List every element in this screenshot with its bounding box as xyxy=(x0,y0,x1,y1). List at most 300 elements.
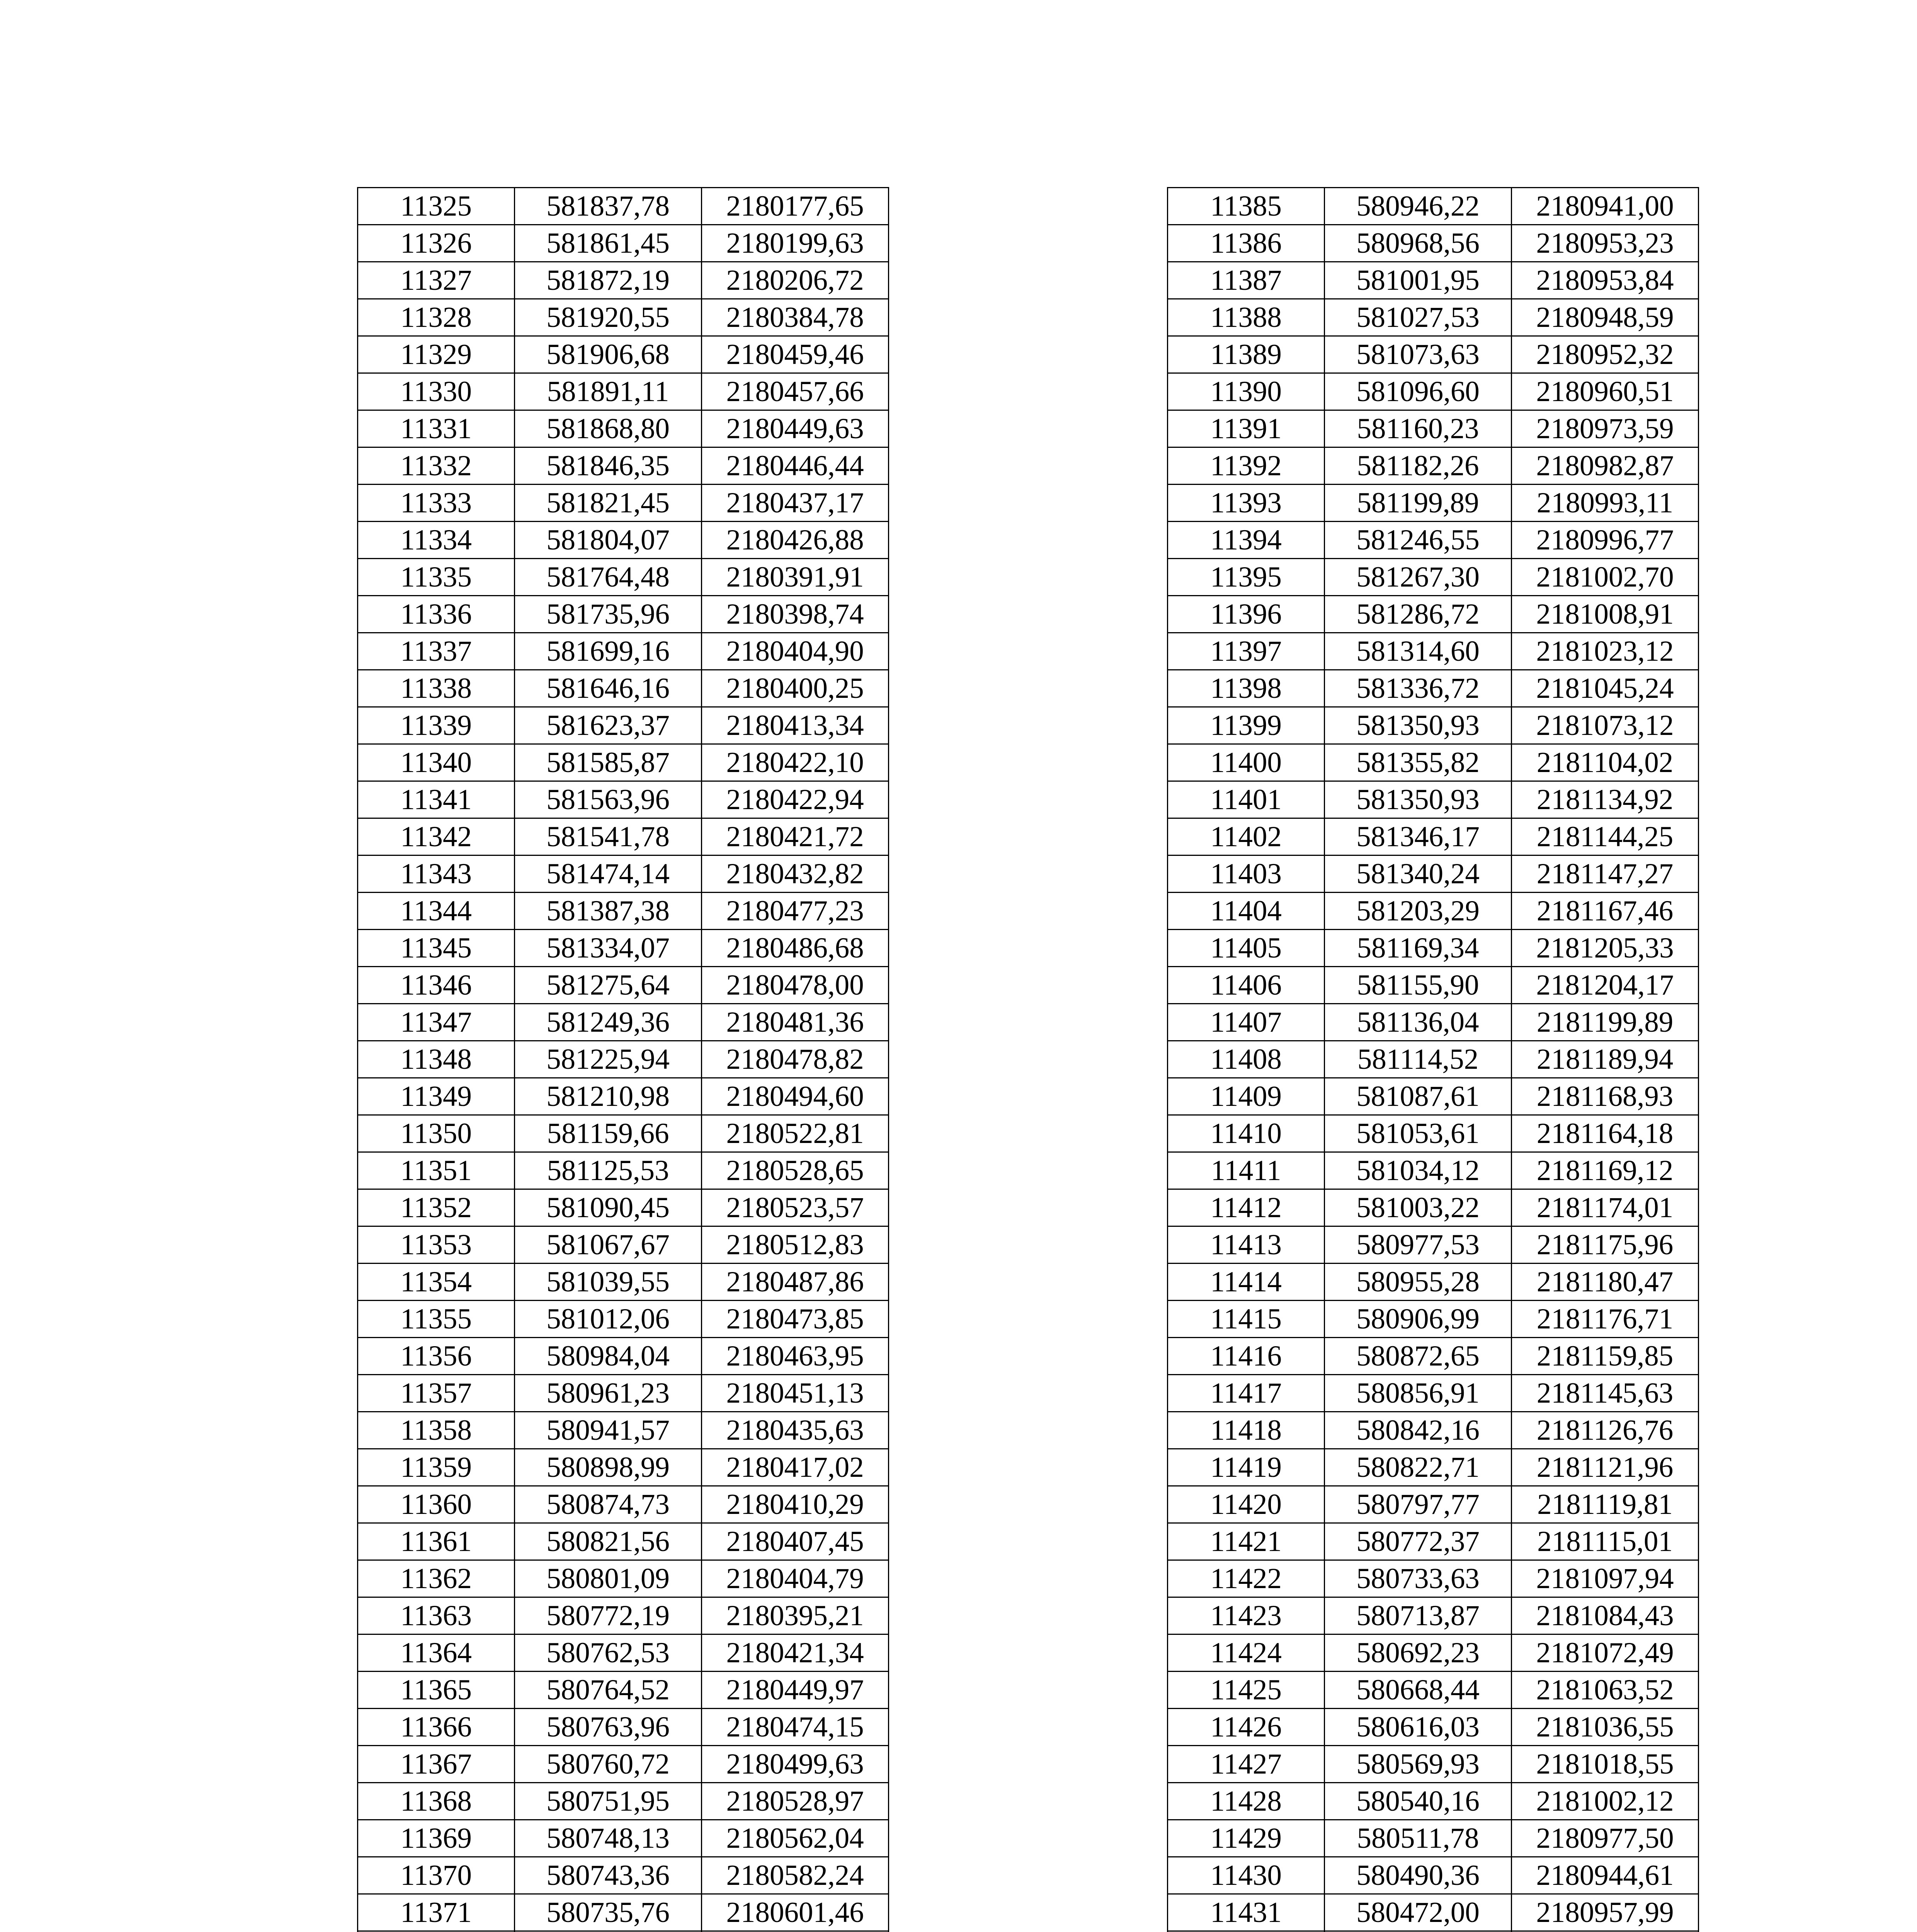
table-row xyxy=(358,1486,889,1523)
y-coordinate-cell: 2180960,51 xyxy=(1512,373,1699,410)
point-number-cell: 11335 xyxy=(358,559,515,596)
table-row xyxy=(358,1226,889,1264)
y-coordinate-cell: 2181104,02 xyxy=(1512,744,1699,781)
table-row xyxy=(1168,1152,1699,1189)
y-coordinate-cell: 2180494,60 xyxy=(702,1078,889,1115)
x-coordinate-cell: 580906,99 xyxy=(1325,1301,1512,1338)
y-coordinate-cell: 2181174,01 xyxy=(1512,1189,1699,1226)
point-number-cell: 11412 xyxy=(1168,1189,1325,1226)
table-row xyxy=(1168,855,1699,893)
y-coordinate-cell: 2180199,63 xyxy=(702,225,889,262)
table-row xyxy=(1168,893,1699,930)
point-number-cell: 11329 xyxy=(358,336,515,373)
y-coordinate-cell: 2181167,46 xyxy=(1512,893,1699,930)
table-row xyxy=(358,855,889,893)
x-coordinate-cell: 580540,16 xyxy=(1325,1783,1512,1820)
y-coordinate-cell: 2180421,34 xyxy=(702,1634,889,1672)
table-body xyxy=(358,188,889,1932)
y-coordinate-cell: 2181126,76 xyxy=(1512,1412,1699,1449)
table-row xyxy=(1168,522,1699,559)
table-row xyxy=(358,893,889,930)
point-number-cell: 11393 xyxy=(1168,485,1325,522)
point-number-cell: 11358 xyxy=(358,1412,515,1449)
y-coordinate-cell: 2180478,00 xyxy=(702,967,889,1004)
y-coordinate-cell: 2180481,36 xyxy=(702,1004,889,1041)
table-row xyxy=(1168,1449,1699,1486)
y-coordinate-cell: 2181121,96 xyxy=(1512,1449,1699,1486)
x-coordinate-cell: 580569,93 xyxy=(1325,1746,1512,1783)
point-number-cell: 11406 xyxy=(1168,967,1325,1004)
x-coordinate-cell: 581225,94 xyxy=(515,1041,702,1078)
table-row xyxy=(1168,1523,1699,1560)
y-coordinate-cell: 2181169,12 xyxy=(1512,1152,1699,1189)
y-coordinate-cell: 2180449,97 xyxy=(702,1672,889,1709)
y-coordinate-cell: 2180432,82 xyxy=(702,855,889,893)
point-number-cell: 11364 xyxy=(358,1634,515,1672)
x-coordinate-cell: 581355,82 xyxy=(1325,744,1512,781)
table-row xyxy=(358,262,889,299)
y-coordinate-cell: 2180996,77 xyxy=(1512,522,1699,559)
table-row xyxy=(358,781,889,818)
x-coordinate-cell: 580713,87 xyxy=(1325,1597,1512,1634)
y-coordinate-cell: 2181018,55 xyxy=(1512,1746,1699,1783)
x-coordinate-cell: 581350,93 xyxy=(1325,707,1512,744)
point-number-cell: 11352 xyxy=(358,1189,515,1226)
table-row xyxy=(358,559,889,596)
table-row xyxy=(358,1189,889,1226)
table-row xyxy=(1168,781,1699,818)
point-number-cell: 11397 xyxy=(1168,633,1325,670)
table-row xyxy=(1168,1709,1699,1746)
y-coordinate-cell: 2180435,63 xyxy=(702,1412,889,1449)
y-coordinate-cell: 2180944,61 xyxy=(1512,1857,1699,1894)
point-number-cell: 11401 xyxy=(1168,781,1325,818)
point-number-cell: 11420 xyxy=(1168,1486,1325,1523)
point-number-cell: 11413 xyxy=(1168,1226,1325,1264)
table-row xyxy=(358,967,889,1004)
y-coordinate-cell: 2181063,52 xyxy=(1512,1672,1699,1709)
x-coordinate-cell: 581210,98 xyxy=(515,1078,702,1115)
x-coordinate-cell: 581846,35 xyxy=(515,447,702,485)
x-coordinate-cell: 580751,95 xyxy=(515,1783,702,1820)
x-coordinate-cell: 580743,36 xyxy=(515,1857,702,1894)
point-number-cell: 11392 xyxy=(1168,447,1325,485)
table-row xyxy=(358,225,889,262)
y-coordinate-cell: 2180451,13 xyxy=(702,1375,889,1412)
x-coordinate-cell: 580968,56 xyxy=(1325,225,1512,262)
y-coordinate-cell: 2180941,00 xyxy=(1512,188,1699,225)
x-coordinate-cell: 581861,45 xyxy=(515,225,702,262)
x-coordinate-cell: 580874,73 xyxy=(515,1486,702,1523)
x-coordinate-cell: 580872,65 xyxy=(1325,1338,1512,1375)
point-number-cell: 11428 xyxy=(1168,1783,1325,1820)
table-row xyxy=(358,1560,889,1597)
x-coordinate-cell: 581314,60 xyxy=(1325,633,1512,670)
y-coordinate-cell: 2181180,47 xyxy=(1512,1264,1699,1301)
point-number-cell: 11400 xyxy=(1168,744,1325,781)
table-row xyxy=(358,1597,889,1634)
point-number-cell: 11359 xyxy=(358,1449,515,1486)
table-body xyxy=(1168,188,1699,1932)
table-row xyxy=(1168,1078,1699,1115)
point-number-cell: 11388 xyxy=(1168,299,1325,336)
y-coordinate-cell: 2181073,12 xyxy=(1512,707,1699,744)
y-coordinate-cell: 2180582,24 xyxy=(702,1857,889,1894)
point-number-cell: 11351 xyxy=(358,1152,515,1189)
x-coordinate-cell: 581203,29 xyxy=(1325,893,1512,930)
point-number-cell: 11387 xyxy=(1168,262,1325,299)
x-coordinate-cell: 581735,96 xyxy=(515,596,702,633)
point-number-cell: 11431 xyxy=(1168,1894,1325,1931)
y-coordinate-cell: 2180395,21 xyxy=(702,1597,889,1634)
y-coordinate-cell: 2181036,55 xyxy=(1512,1709,1699,1746)
point-number-cell: 11404 xyxy=(1168,893,1325,930)
table-row xyxy=(1168,1486,1699,1523)
table-row xyxy=(1168,299,1699,336)
y-coordinate-cell: 2180601,46 xyxy=(702,1894,889,1931)
y-coordinate-cell: 2181204,17 xyxy=(1512,967,1699,1004)
point-number-cell: 11327 xyxy=(358,262,515,299)
table-row xyxy=(1168,1597,1699,1634)
x-coordinate-cell: 580735,76 xyxy=(515,1894,702,1931)
x-coordinate-cell: 581034,12 xyxy=(1325,1152,1512,1189)
point-number-cell: 11334 xyxy=(358,522,515,559)
x-coordinate-cell: 580797,77 xyxy=(1325,1486,1512,1523)
y-coordinate-cell: 2181045,24 xyxy=(1512,670,1699,707)
x-coordinate-cell: 580490,36 xyxy=(1325,1857,1512,1894)
y-coordinate-cell: 2180417,02 xyxy=(702,1449,889,1486)
table-row xyxy=(1168,967,1699,1004)
y-coordinate-cell: 2181147,27 xyxy=(1512,855,1699,893)
point-number-cell: 11345 xyxy=(358,930,515,967)
table-row xyxy=(1168,188,1699,225)
y-coordinate-cell: 2180437,17 xyxy=(702,485,889,522)
y-coordinate-cell: 2180474,15 xyxy=(702,1709,889,1746)
y-coordinate-cell: 2181159,85 xyxy=(1512,1338,1699,1375)
table-row xyxy=(1168,1634,1699,1672)
y-coordinate-cell: 2180953,84 xyxy=(1512,262,1699,299)
x-coordinate-cell: 581563,96 xyxy=(515,781,702,818)
x-coordinate-cell: 580692,23 xyxy=(1325,1634,1512,1672)
point-number-cell: 11331 xyxy=(358,410,515,447)
x-coordinate-cell: 581246,55 xyxy=(1325,522,1512,559)
point-number-cell: 11424 xyxy=(1168,1634,1325,1672)
point-number-cell: 11338 xyxy=(358,670,515,707)
x-coordinate-cell: 580946,22 xyxy=(1325,188,1512,225)
table-row xyxy=(358,1375,889,1412)
point-number-cell: 11371 xyxy=(358,1894,515,1931)
x-coordinate-cell: 581699,16 xyxy=(515,633,702,670)
y-coordinate-cell: 2181097,94 xyxy=(1512,1560,1699,1597)
table-row xyxy=(1168,1783,1699,1820)
y-coordinate-cell: 2181134,92 xyxy=(1512,781,1699,818)
table-row xyxy=(1168,225,1699,262)
table-row xyxy=(358,1672,889,1709)
point-number-cell: 11415 xyxy=(1168,1301,1325,1338)
point-number-cell: 11419 xyxy=(1168,1449,1325,1486)
table-row xyxy=(358,818,889,855)
y-coordinate-cell: 2180512,83 xyxy=(702,1226,889,1264)
x-coordinate-cell: 581336,72 xyxy=(1325,670,1512,707)
point-number-cell: 11394 xyxy=(1168,522,1325,559)
table-row xyxy=(1168,670,1699,707)
x-coordinate-cell: 581160,23 xyxy=(1325,410,1512,447)
y-coordinate-cell: 2181205,33 xyxy=(1512,930,1699,967)
x-coordinate-cell: 581012,06 xyxy=(515,1301,702,1338)
point-number-cell: 11337 xyxy=(358,633,515,670)
table-row xyxy=(1168,1746,1699,1783)
x-coordinate-cell: 581125,53 xyxy=(515,1152,702,1189)
x-coordinate-cell: 581249,36 xyxy=(515,1004,702,1041)
y-coordinate-cell: 2180391,91 xyxy=(702,559,889,596)
table-row xyxy=(358,1412,889,1449)
x-coordinate-cell: 580955,28 xyxy=(1325,1264,1512,1301)
table-row xyxy=(358,1894,889,1931)
point-number-cell: 11403 xyxy=(1168,855,1325,893)
point-number-cell: 11344 xyxy=(358,893,515,930)
table-row xyxy=(1168,1301,1699,1338)
table-row xyxy=(358,1783,889,1820)
y-coordinate-cell: 2181189,94 xyxy=(1512,1041,1699,1078)
coordinates-table-right xyxy=(1167,187,1699,1932)
x-coordinate-cell: 580760,72 xyxy=(515,1746,702,1783)
point-number-cell: 11385 xyxy=(1168,188,1325,225)
x-coordinate-cell: 581764,48 xyxy=(515,559,702,596)
x-coordinate-cell: 580511,78 xyxy=(1325,1820,1512,1857)
table-row xyxy=(1168,1672,1699,1709)
point-number-cell: 11408 xyxy=(1168,1041,1325,1078)
table-row xyxy=(358,299,889,336)
x-coordinate-cell: 581872,19 xyxy=(515,262,702,299)
table-row xyxy=(1168,1226,1699,1264)
x-coordinate-cell: 580748,13 xyxy=(515,1820,702,1857)
table-row xyxy=(1168,1857,1699,1894)
y-coordinate-cell: 2180404,90 xyxy=(702,633,889,670)
point-number-cell: 11340 xyxy=(358,744,515,781)
x-coordinate-cell: 581891,11 xyxy=(515,373,702,410)
y-coordinate-cell: 2181175,96 xyxy=(1512,1226,1699,1264)
point-number-cell: 11367 xyxy=(358,1746,515,1783)
y-coordinate-cell: 2180449,63 xyxy=(702,410,889,447)
x-coordinate-cell: 581920,55 xyxy=(515,299,702,336)
y-coordinate-cell: 2180446,44 xyxy=(702,447,889,485)
point-number-cell: 11356 xyxy=(358,1338,515,1375)
x-coordinate-cell: 580898,99 xyxy=(515,1449,702,1486)
table-row xyxy=(1168,1264,1699,1301)
point-number-cell: 11425 xyxy=(1168,1672,1325,1709)
point-number-cell: 11363 xyxy=(358,1597,515,1634)
x-coordinate-cell: 581821,45 xyxy=(515,485,702,522)
point-number-cell: 11395 xyxy=(1168,559,1325,596)
x-coordinate-cell: 581906,68 xyxy=(515,336,702,373)
y-coordinate-cell: 2180422,10 xyxy=(702,744,889,781)
point-number-cell: 11366 xyxy=(358,1709,515,1746)
point-number-cell: 11426 xyxy=(1168,1709,1325,1746)
y-coordinate-cell: 2180400,25 xyxy=(702,670,889,707)
y-coordinate-cell: 2181115,01 xyxy=(1512,1523,1699,1560)
table-row xyxy=(358,633,889,670)
x-coordinate-cell: 581346,17 xyxy=(1325,818,1512,855)
table-row xyxy=(358,188,889,225)
point-number-cell: 11360 xyxy=(358,1486,515,1523)
x-coordinate-cell: 581334,07 xyxy=(515,930,702,967)
y-coordinate-cell: 2180993,11 xyxy=(1512,485,1699,522)
x-coordinate-cell: 581275,64 xyxy=(515,967,702,1004)
y-coordinate-cell: 2180413,34 xyxy=(702,707,889,744)
table-row xyxy=(358,1078,889,1115)
y-coordinate-cell: 2180206,72 xyxy=(702,262,889,299)
x-coordinate-cell: 581474,14 xyxy=(515,855,702,893)
x-coordinate-cell: 580822,71 xyxy=(1325,1449,1512,1486)
table-row xyxy=(358,447,889,485)
table-row xyxy=(1168,559,1699,596)
table-row xyxy=(1168,447,1699,485)
y-coordinate-cell: 2180948,59 xyxy=(1512,299,1699,336)
table-row xyxy=(358,1746,889,1783)
x-coordinate-cell: 581340,24 xyxy=(1325,855,1512,893)
point-number-cell: 11407 xyxy=(1168,1004,1325,1041)
x-coordinate-cell: 581053,61 xyxy=(1325,1115,1512,1152)
x-coordinate-cell: 581039,55 xyxy=(515,1264,702,1301)
x-coordinate-cell: 581541,78 xyxy=(515,818,702,855)
x-coordinate-cell: 581027,53 xyxy=(1325,299,1512,336)
x-coordinate-cell: 580842,16 xyxy=(1325,1412,1512,1449)
point-number-cell: 11396 xyxy=(1168,596,1325,633)
point-number-cell: 11430 xyxy=(1168,1857,1325,1894)
x-coordinate-cell: 581003,22 xyxy=(1325,1189,1512,1226)
x-coordinate-cell: 581585,87 xyxy=(515,744,702,781)
x-coordinate-cell: 581199,89 xyxy=(1325,485,1512,522)
point-number-cell: 11362 xyxy=(358,1560,515,1597)
point-number-cell: 11353 xyxy=(358,1226,515,1264)
x-coordinate-cell: 580762,53 xyxy=(515,1634,702,1672)
point-number-cell: 11418 xyxy=(1168,1412,1325,1449)
x-coordinate-cell: 580821,56 xyxy=(515,1523,702,1560)
x-coordinate-cell: 580764,52 xyxy=(515,1672,702,1709)
table-row xyxy=(1168,1894,1699,1931)
x-coordinate-cell: 581087,61 xyxy=(1325,1078,1512,1115)
y-coordinate-cell: 2181119,81 xyxy=(1512,1486,1699,1523)
x-coordinate-cell: 581136,04 xyxy=(1325,1004,1512,1041)
table-row xyxy=(358,596,889,633)
point-number-cell: 11390 xyxy=(1168,373,1325,410)
table-row xyxy=(358,336,889,373)
point-number-cell: 11361 xyxy=(358,1523,515,1560)
y-coordinate-cell: 2181072,49 xyxy=(1512,1634,1699,1672)
y-coordinate-cell: 2181168,93 xyxy=(1512,1078,1699,1115)
point-number-cell: 11330 xyxy=(358,373,515,410)
y-coordinate-cell: 2180407,45 xyxy=(702,1523,889,1560)
table-row xyxy=(358,1152,889,1189)
point-number-cell: 11391 xyxy=(1168,410,1325,447)
x-coordinate-cell: 581159,66 xyxy=(515,1115,702,1152)
table-row xyxy=(1168,633,1699,670)
table-row xyxy=(358,1634,889,1672)
point-number-cell: 11421 xyxy=(1168,1523,1325,1560)
x-coordinate-cell: 581096,60 xyxy=(1325,373,1512,410)
y-coordinate-cell: 2180477,23 xyxy=(702,893,889,930)
x-coordinate-cell: 581286,72 xyxy=(1325,596,1512,633)
y-coordinate-cell: 2180177,65 xyxy=(702,188,889,225)
point-number-cell: 11349 xyxy=(358,1078,515,1115)
y-coordinate-cell: 2181023,12 xyxy=(1512,633,1699,670)
table-row xyxy=(1168,1189,1699,1226)
table-row xyxy=(358,1523,889,1560)
point-number-cell: 11414 xyxy=(1168,1264,1325,1301)
y-coordinate-cell: 2180398,74 xyxy=(702,596,889,633)
x-coordinate-cell: 581868,80 xyxy=(515,410,702,447)
point-number-cell: 11369 xyxy=(358,1820,515,1857)
table-row xyxy=(1168,262,1699,299)
x-coordinate-cell: 581837,78 xyxy=(515,188,702,225)
y-coordinate-cell: 2181002,70 xyxy=(1512,559,1699,596)
point-number-cell: 11429 xyxy=(1168,1820,1325,1857)
x-coordinate-cell: 580733,63 xyxy=(1325,1560,1512,1597)
point-number-cell: 11350 xyxy=(358,1115,515,1152)
y-coordinate-cell: 2180523,57 xyxy=(702,1189,889,1226)
table-row xyxy=(358,1709,889,1746)
point-number-cell: 11386 xyxy=(1168,225,1325,262)
table-row xyxy=(1168,485,1699,522)
x-coordinate-cell: 581646,16 xyxy=(515,670,702,707)
table-row xyxy=(1168,596,1699,633)
table-row xyxy=(358,373,889,410)
table-row xyxy=(358,1338,889,1375)
point-number-cell: 11342 xyxy=(358,818,515,855)
y-coordinate-cell: 2180528,65 xyxy=(702,1152,889,1189)
table-row xyxy=(358,1264,889,1301)
point-number-cell: 11416 xyxy=(1168,1338,1325,1375)
x-coordinate-cell: 581067,67 xyxy=(515,1226,702,1264)
table-row xyxy=(358,1301,889,1338)
table-row xyxy=(1168,410,1699,447)
table-row xyxy=(1168,336,1699,373)
point-number-cell: 11370 xyxy=(358,1857,515,1894)
y-coordinate-cell: 2180426,88 xyxy=(702,522,889,559)
table-row xyxy=(1168,1375,1699,1412)
table-row xyxy=(1168,930,1699,967)
y-coordinate-cell: 2180522,81 xyxy=(702,1115,889,1152)
table-row xyxy=(358,744,889,781)
x-coordinate-cell: 580616,03 xyxy=(1325,1709,1512,1746)
y-coordinate-cell: 2180982,87 xyxy=(1512,447,1699,485)
table-row xyxy=(358,1041,889,1078)
x-coordinate-cell: 581090,45 xyxy=(515,1189,702,1226)
point-number-cell: 11332 xyxy=(358,447,515,485)
y-coordinate-cell: 2181176,71 xyxy=(1512,1301,1699,1338)
x-coordinate-cell: 580668,44 xyxy=(1325,1672,1512,1709)
x-coordinate-cell: 581169,34 xyxy=(1325,930,1512,967)
x-coordinate-cell: 580763,96 xyxy=(515,1709,702,1746)
x-coordinate-cell: 580801,09 xyxy=(515,1560,702,1597)
table-row xyxy=(1168,818,1699,855)
y-coordinate-cell: 2180952,32 xyxy=(1512,336,1699,373)
point-number-cell: 11341 xyxy=(358,781,515,818)
x-coordinate-cell: 581155,90 xyxy=(1325,967,1512,1004)
point-number-cell: 11368 xyxy=(358,1783,515,1820)
y-coordinate-cell: 2181002,12 xyxy=(1512,1783,1699,1820)
point-number-cell: 11347 xyxy=(358,1004,515,1041)
x-coordinate-cell: 581804,07 xyxy=(515,522,702,559)
point-number-cell: 11399 xyxy=(1168,707,1325,744)
table-row xyxy=(1168,1338,1699,1375)
point-number-cell: 11417 xyxy=(1168,1375,1325,1412)
point-number-cell: 11328 xyxy=(358,299,515,336)
table-row xyxy=(358,1449,889,1486)
point-number-cell: 11427 xyxy=(1168,1746,1325,1783)
y-coordinate-cell: 2180421,72 xyxy=(702,818,889,855)
x-coordinate-cell: 581267,30 xyxy=(1325,559,1512,596)
